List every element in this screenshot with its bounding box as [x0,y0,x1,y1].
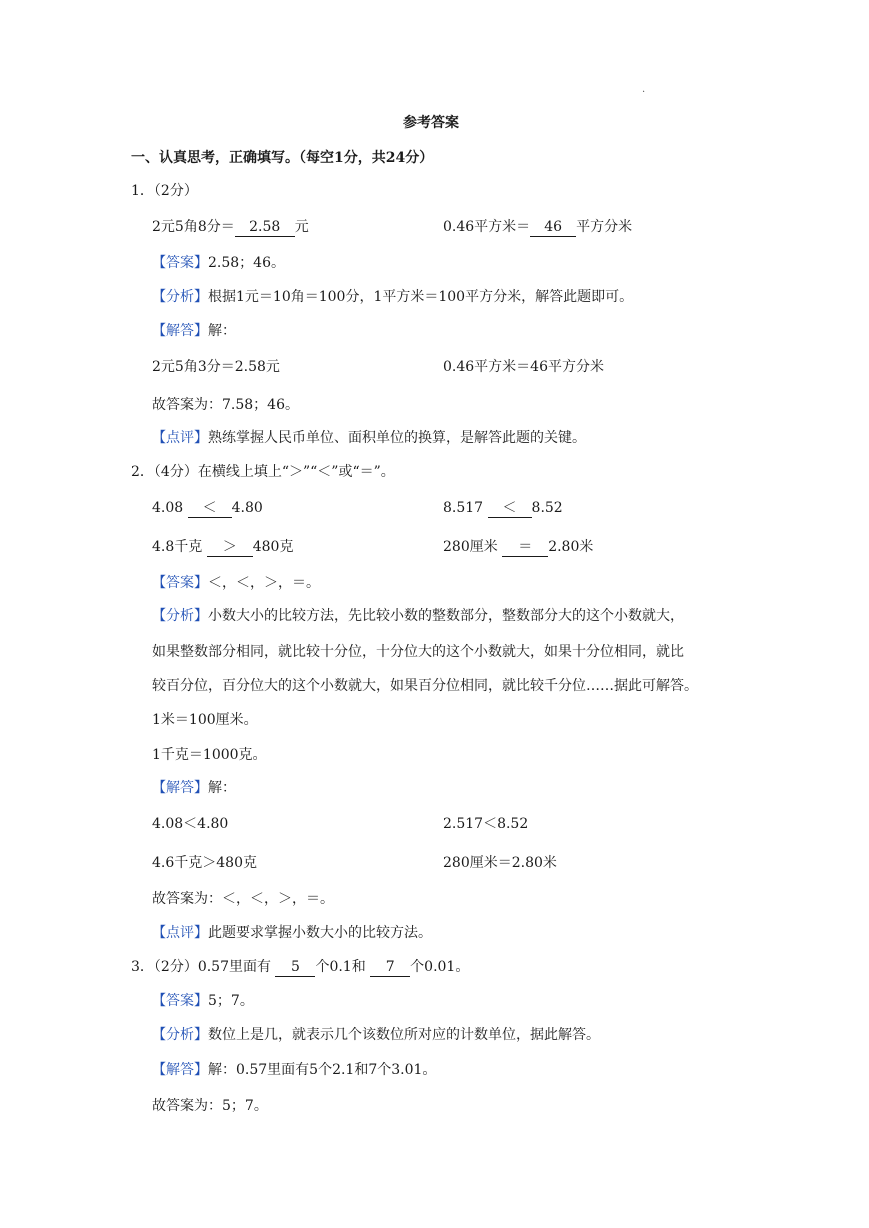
analysis-tag: 【分析】 [152,1027,208,1043]
q2-r1-left-post: 4.80 [231,500,263,516]
q2-r2-left-pre: 4.8千克 [152,539,203,555]
q3-analysis-text: 数位上是几，就表示几个该数位所对应的计数单位，据此解答。 [208,1027,600,1043]
q3-header-pre: 3．（2分）0.57里面有 [131,959,271,975]
q3-header-post: 个0.01。 [410,959,470,975]
q1-answer [152,253,285,273]
q3-header [131,957,469,977]
answer-tag: 【答案】 [152,255,208,271]
q2-r1-right-blank: ＜ [488,500,532,518]
q2-r2-left [152,537,293,557]
section-heading: 一、认真思考，正确填写。（每空1分，共24分） [131,150,434,166]
q2-analysis [152,606,684,626]
q2-analysis-line-4: 1米＝100厘米。 [152,712,258,728]
q2-r1-left-blank: ＜ [188,500,232,518]
q1-analysis-text: 根据1元＝10角＝100分，1平方米＝100平方分米，解答此题即可。 [208,289,634,305]
q3-solution-text: 解：0.57里面有5个2.1和7个3.01。 [208,1062,437,1078]
q1-header: 1．（2分） [131,183,198,199]
q2-sol-r1-right: 2.517＜8.52 [443,816,529,832]
q1-left-blank: 2.58 [235,219,295,237]
q1-analysis [152,287,633,307]
q1-left-problem [152,217,309,237]
q2-r2-right-blank: ＝ [502,539,548,557]
analysis-tag: 【分析】 [152,608,208,624]
q2-sol-r2-left: 4.6千克＞480克 [152,855,257,871]
q2-r1-left-pre: 4.08 [152,500,184,516]
q1-sol-right: 0.46平方米＝46平方分米 [443,359,604,375]
page-title: 参考答案 [403,115,459,131]
q2-analysis-line-3: 较百分位，百分位大的这个小数就大，如果百分位相同，就比较千分位……据此可解答。 [152,678,698,694]
q2-solution [152,778,236,798]
q2-analysis-line-2: 如果整数部分相同，就比较十分位，十分位大的这个小数就大，如果十分位相同，就比 [152,644,684,660]
q2-r2-left-blank: ＞ [207,539,253,557]
q2-r2-right-post: 2.80米 [548,539,594,555]
q3-blank-1: 5 [275,959,315,977]
q1-answer-text: 2.58；46。 [208,255,285,271]
q3-final: 故答案为：5；7。 [152,1098,268,1114]
q1-left-pre: 2元5角8分＝ [152,219,235,235]
q3-header-mid: 个0.1和 [315,959,366,975]
solution-tag: 【解答】 [152,323,208,339]
q1-right-problem [443,217,632,237]
q1-sol-left: 2元5角3分＝2.58元 [152,359,280,375]
answer-tag: 【答案】 [152,993,208,1009]
q2-answer-text: ＜，＜，＞，＝。 [208,575,320,591]
q3-blank-2: 7 [370,959,410,977]
q2-comment-text: 此题要求掌握小数大小的比较方法。 [208,925,432,941]
q2-answer [152,573,320,593]
q2-r2-right [443,537,593,557]
solution-tag: 【解答】 [152,780,208,796]
q1-left-post: 元 [294,219,309,235]
q2-r1-left [152,498,263,518]
analysis-tag: 【分析】 [152,289,208,305]
q1-right-pre: 0.46平方米＝ [443,219,531,235]
q2-final: 故答案为：＜，＜，＞，＝。 [152,891,334,907]
comment-tag: 【点评】 [152,430,208,446]
q2-r1-right-post: 8.52 [531,500,563,516]
comment-tag: 【点评】 [152,925,208,941]
q1-comment-text: 熟练掌握人民币单位、面积单位的换算，是解答此题的关键。 [208,430,586,446]
q1-solution [152,321,236,341]
q1-final: 故答案为：7.58；46。 [152,397,299,413]
solution-tag: 【解答】 [152,1062,208,1078]
q3-solution [152,1060,436,1080]
q1-comment [152,428,586,448]
q2-analysis-line-1: 小数大小的比较方法，先比较小数的整数部分，整数部分大的这个小数就大， [208,608,684,624]
q2-sol-r2-right: 280厘米＝2.80米 [443,855,557,871]
q2-r2-left-post: 480克 [252,539,294,555]
q1-solution-text: 解： [208,323,236,339]
q2-r1-right [443,498,563,518]
q2-comment [152,923,432,943]
q2-solution-text: 解： [208,780,236,796]
q1-right-post: 平方分米 [576,219,633,235]
q1-right-blank: 46 [530,219,576,237]
q3-answer-text: 5；7。 [208,993,254,1009]
q3-analysis [152,1025,600,1045]
q3-answer [152,991,254,1011]
q2-r1-right-pre: 8.517 [443,500,484,516]
answer-tag: 【答案】 [152,575,208,591]
q2-analysis-line-5: 1千克＝1000克。 [152,747,267,763]
q2-header: 2．（4分）在横线上填上“＞”“＜”或“＝”。 [131,464,395,480]
q2-sol-r1-left: 4.08＜4.80 [152,816,229,832]
q2-r2-right-pre: 280厘米 [443,539,498,555]
header-dot: . [642,84,646,95]
